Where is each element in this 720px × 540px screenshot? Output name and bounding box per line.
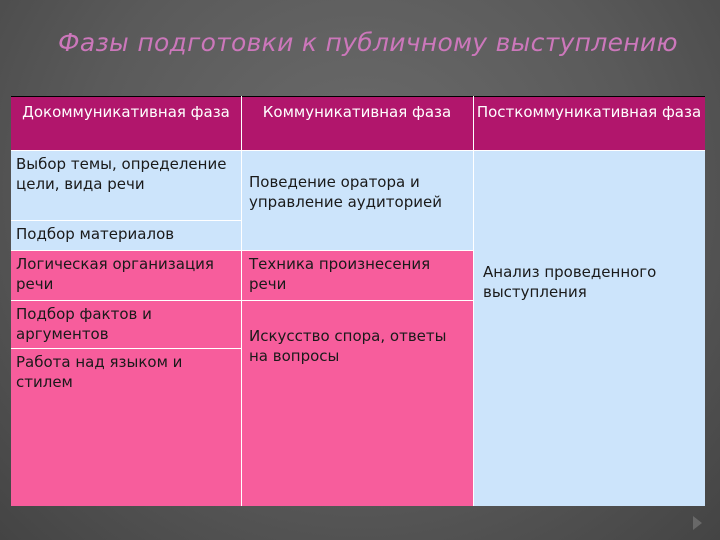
cell-facts-arguments: Подбор фактов и аргументов	[11, 300, 241, 348]
divider-col1	[241, 96, 242, 506]
cell-topic-selection: Выбор темы, определение цели, вида речи	[11, 150, 241, 220]
cell-speech-technique: Техника произнесения речи	[241, 250, 473, 300]
cell-speech-analysis: Анализ проведенного выступления	[473, 150, 705, 506]
cell-speaker-behavior: Поведение оратора и управление аудиторией	[241, 150, 473, 250]
divider-row4	[11, 348, 241, 349]
divider-header	[11, 150, 705, 151]
cell-debate-answers: Искусство спора, ответы на вопросы	[241, 300, 473, 506]
slide-title: Фазы подготовки к публичному выступлению	[58, 28, 678, 57]
header-precommunicative: Докоммуникативная фаза	[11, 96, 241, 150]
header-postcommunicative: Посткоммуникативная фаза	[473, 96, 705, 150]
header-communicative: Коммуникативная фаза	[241, 96, 473, 150]
phases-table	[11, 96, 705, 506]
next-slide-arrow-icon[interactable]	[693, 516, 702, 530]
divider-row3	[11, 300, 473, 301]
divider-row2	[11, 250, 473, 251]
divider-col2	[473, 96, 474, 506]
cell-language-style: Работа над языком и стилем	[11, 348, 241, 506]
divider-row1	[11, 220, 241, 221]
cell-material-selection: Подбор материалов	[11, 220, 241, 250]
cell-logical-organization: Логическая организация речи	[11, 250, 241, 300]
